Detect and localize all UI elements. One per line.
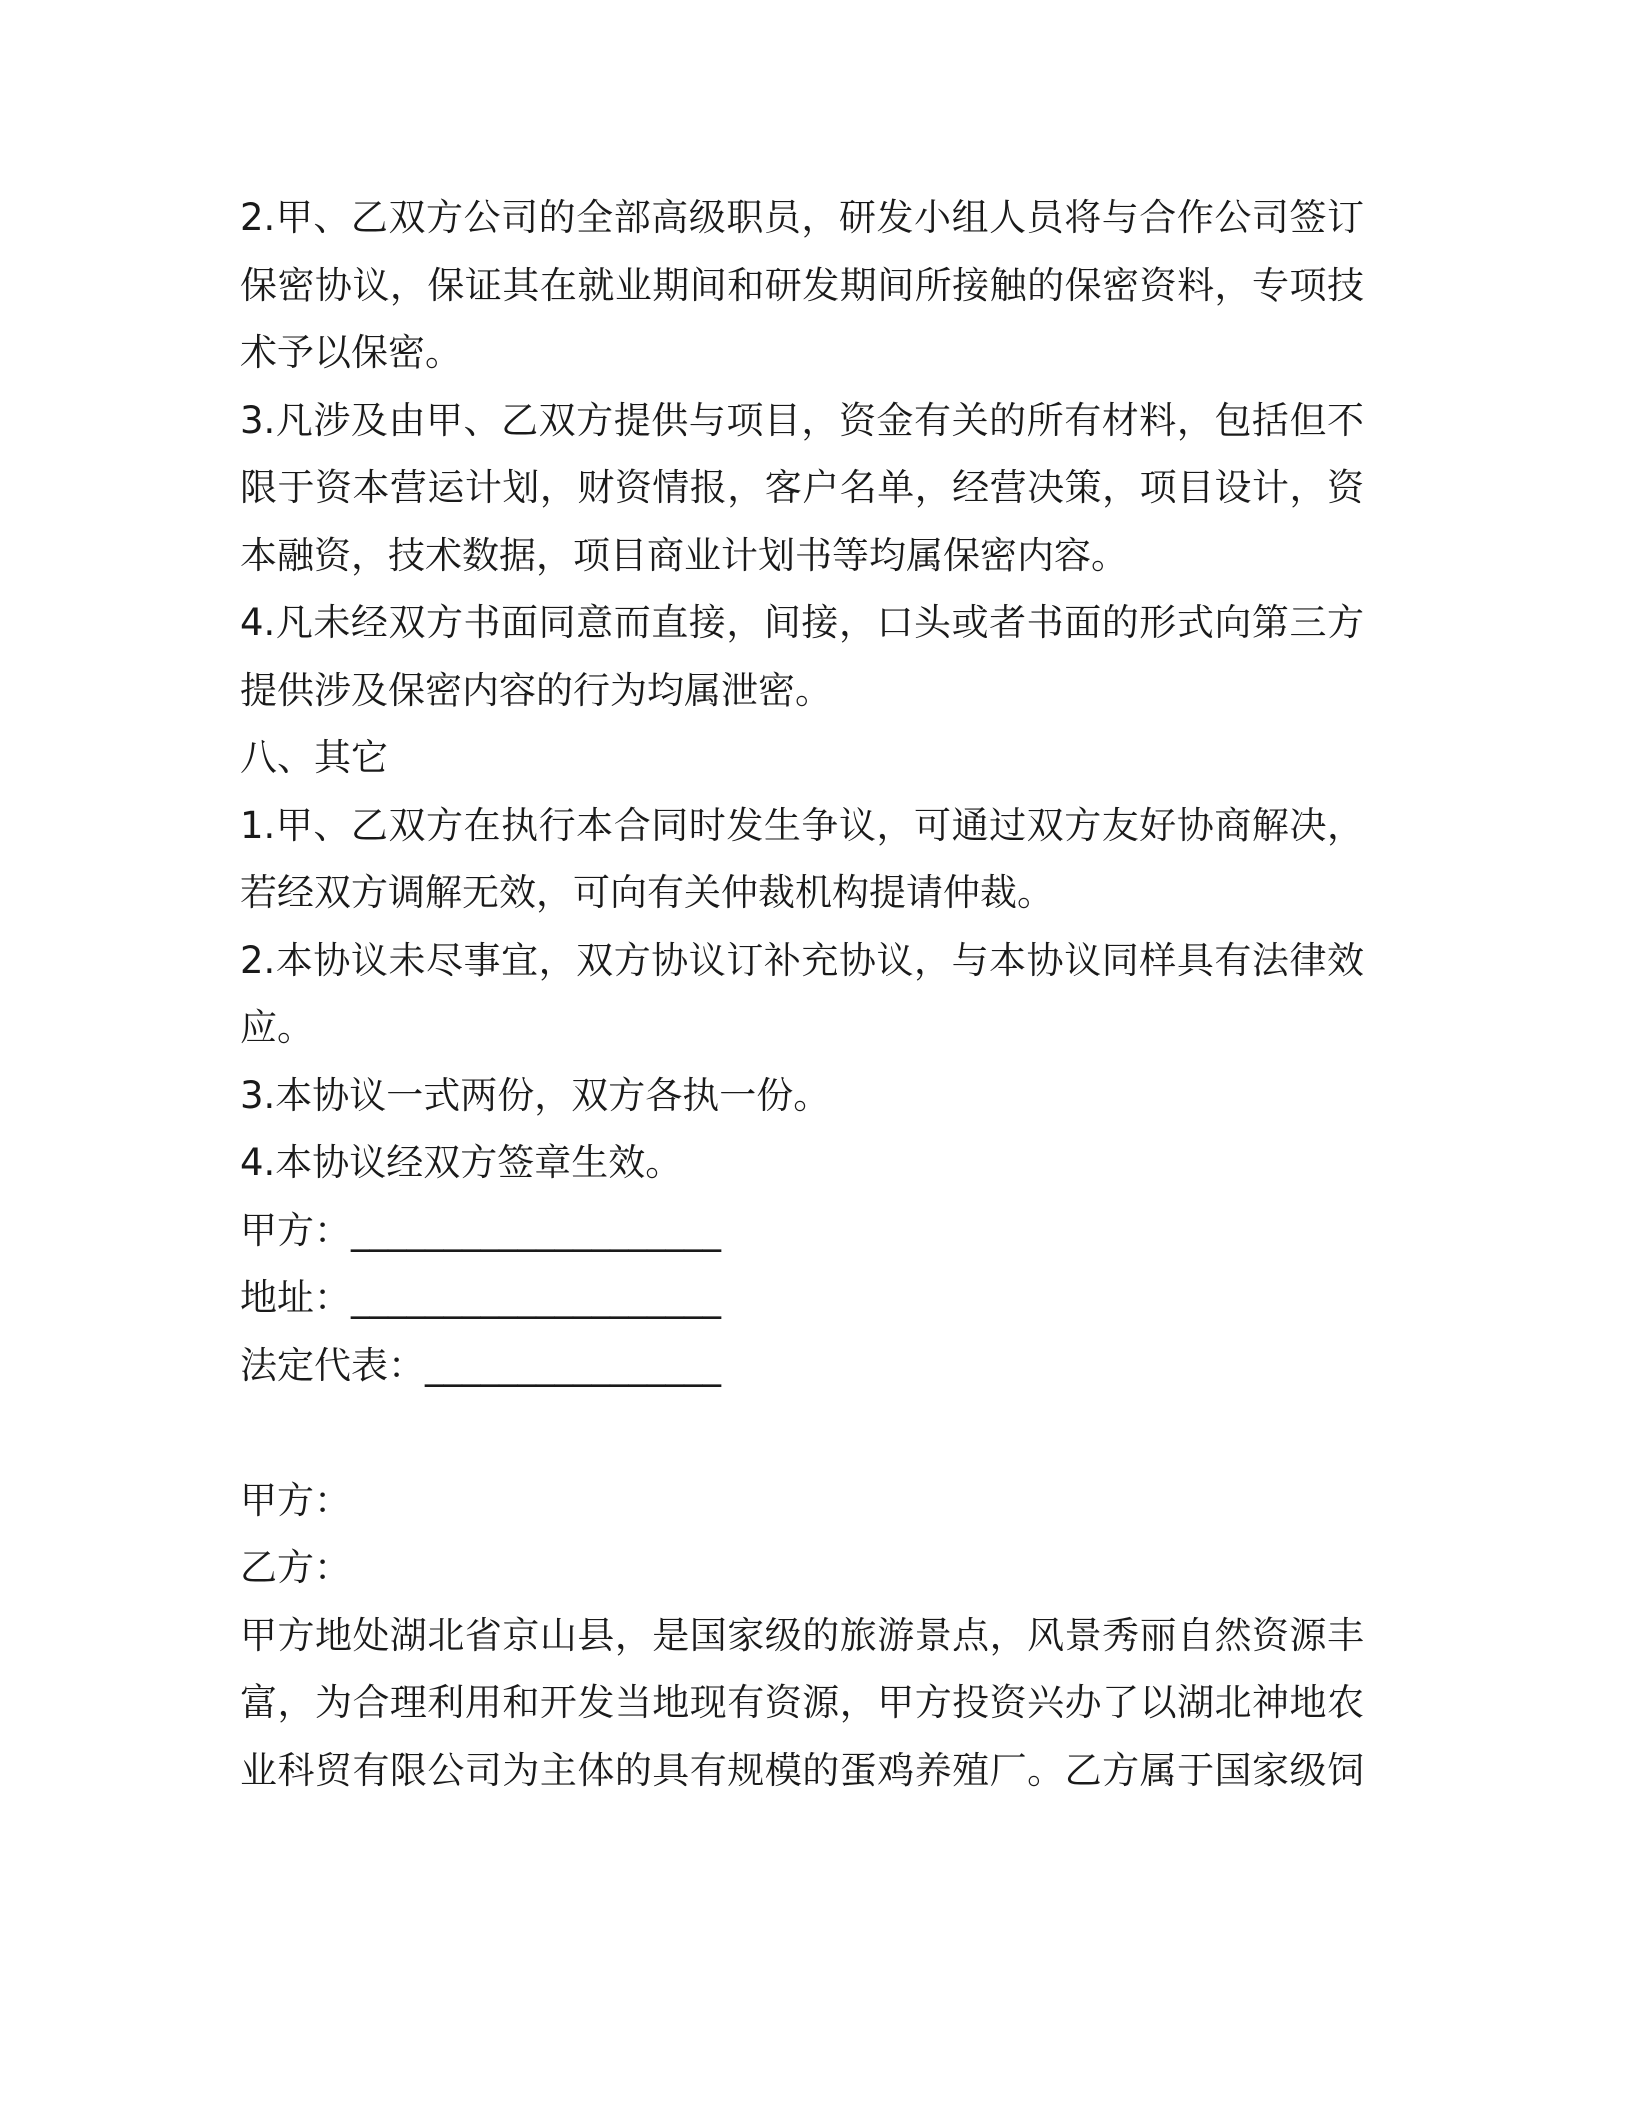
paragraph-line: 甲方地处湖北省京山县，是国家级的旅游景点，风景秀丽自然资源丰 — [240, 1613, 1364, 1657]
paragraph-line: 2.甲、乙双方公司的全部高级职员，研发小组人员将与合作公司签订 — [240, 196, 1364, 239]
paragraph-line: 4.凡未经双方书面同意而直接，间接，口头或者书面的形式向第三方 — [240, 601, 1364, 644]
paragraph-line: 4.本协议经双方签章生效。 — [240, 1141, 683, 1184]
paragraph-line: 1.甲、乙双方在执行本合同时发生争议，可通过双方友好协商解决， — [240, 803, 1364, 847]
document-body — [240, 184, 1364, 1804]
signature-legal-rep-line: 法定代表：________________ — [240, 1343, 721, 1387]
paragraph-line: 3.本协议一式两份，双方各执一份。 — [240, 1073, 831, 1117]
paragraph-line: 2.本协议未尽事宜，双方协议订补充协议，与本协议同样具有法律效 — [240, 938, 1364, 982]
paragraph-line: 术予以保密。 — [240, 331, 462, 374]
paragraph-line: 保密协议，保证其在就业期间和研发期间所接触的保密资料，专项技 — [240, 263, 1364, 307]
paragraph-line: 业科贸有限公司为主体的具有规模的蛋鸡养殖厂。乙方属于国家级饲 — [240, 1748, 1364, 1792]
paragraph-line: 本融资，技术数据，项目商业计划书等均属保密内容。 — [240, 533, 1128, 577]
blank-spacer — [240, 1399, 1364, 1467]
party-b-label: 乙方： — [240, 1546, 351, 1589]
paragraph-line: 若经双方调解无效，可向有关仲裁机构提请仲裁。 — [240, 871, 1054, 914]
paragraph-line: 3.凡涉及由甲、乙双方提供与项目，资金有关的所有材料，包括但不 — [240, 398, 1364, 442]
party-a-label: 甲方： — [240, 1478, 351, 1522]
paragraph-line: 限于资本营运计划，财资情报，客户名单，经营决策，项目设计，资 — [240, 466, 1364, 509]
signature-address-line: 地址：____________________ — [240, 1276, 721, 1319]
paragraph-line: 富，为合理利用和开发当地现有资源，甲方投资兴办了以湖北神地农 — [240, 1681, 1364, 1724]
signature-party-a-line: 甲方：____________________ — [240, 1208, 721, 1252]
paragraph-line: 提供涉及保密内容的行为均属泄密。 — [240, 668, 832, 712]
paragraph-line: 应。 — [240, 1006, 314, 1049]
section-heading: 八、其它 — [240, 736, 388, 779]
